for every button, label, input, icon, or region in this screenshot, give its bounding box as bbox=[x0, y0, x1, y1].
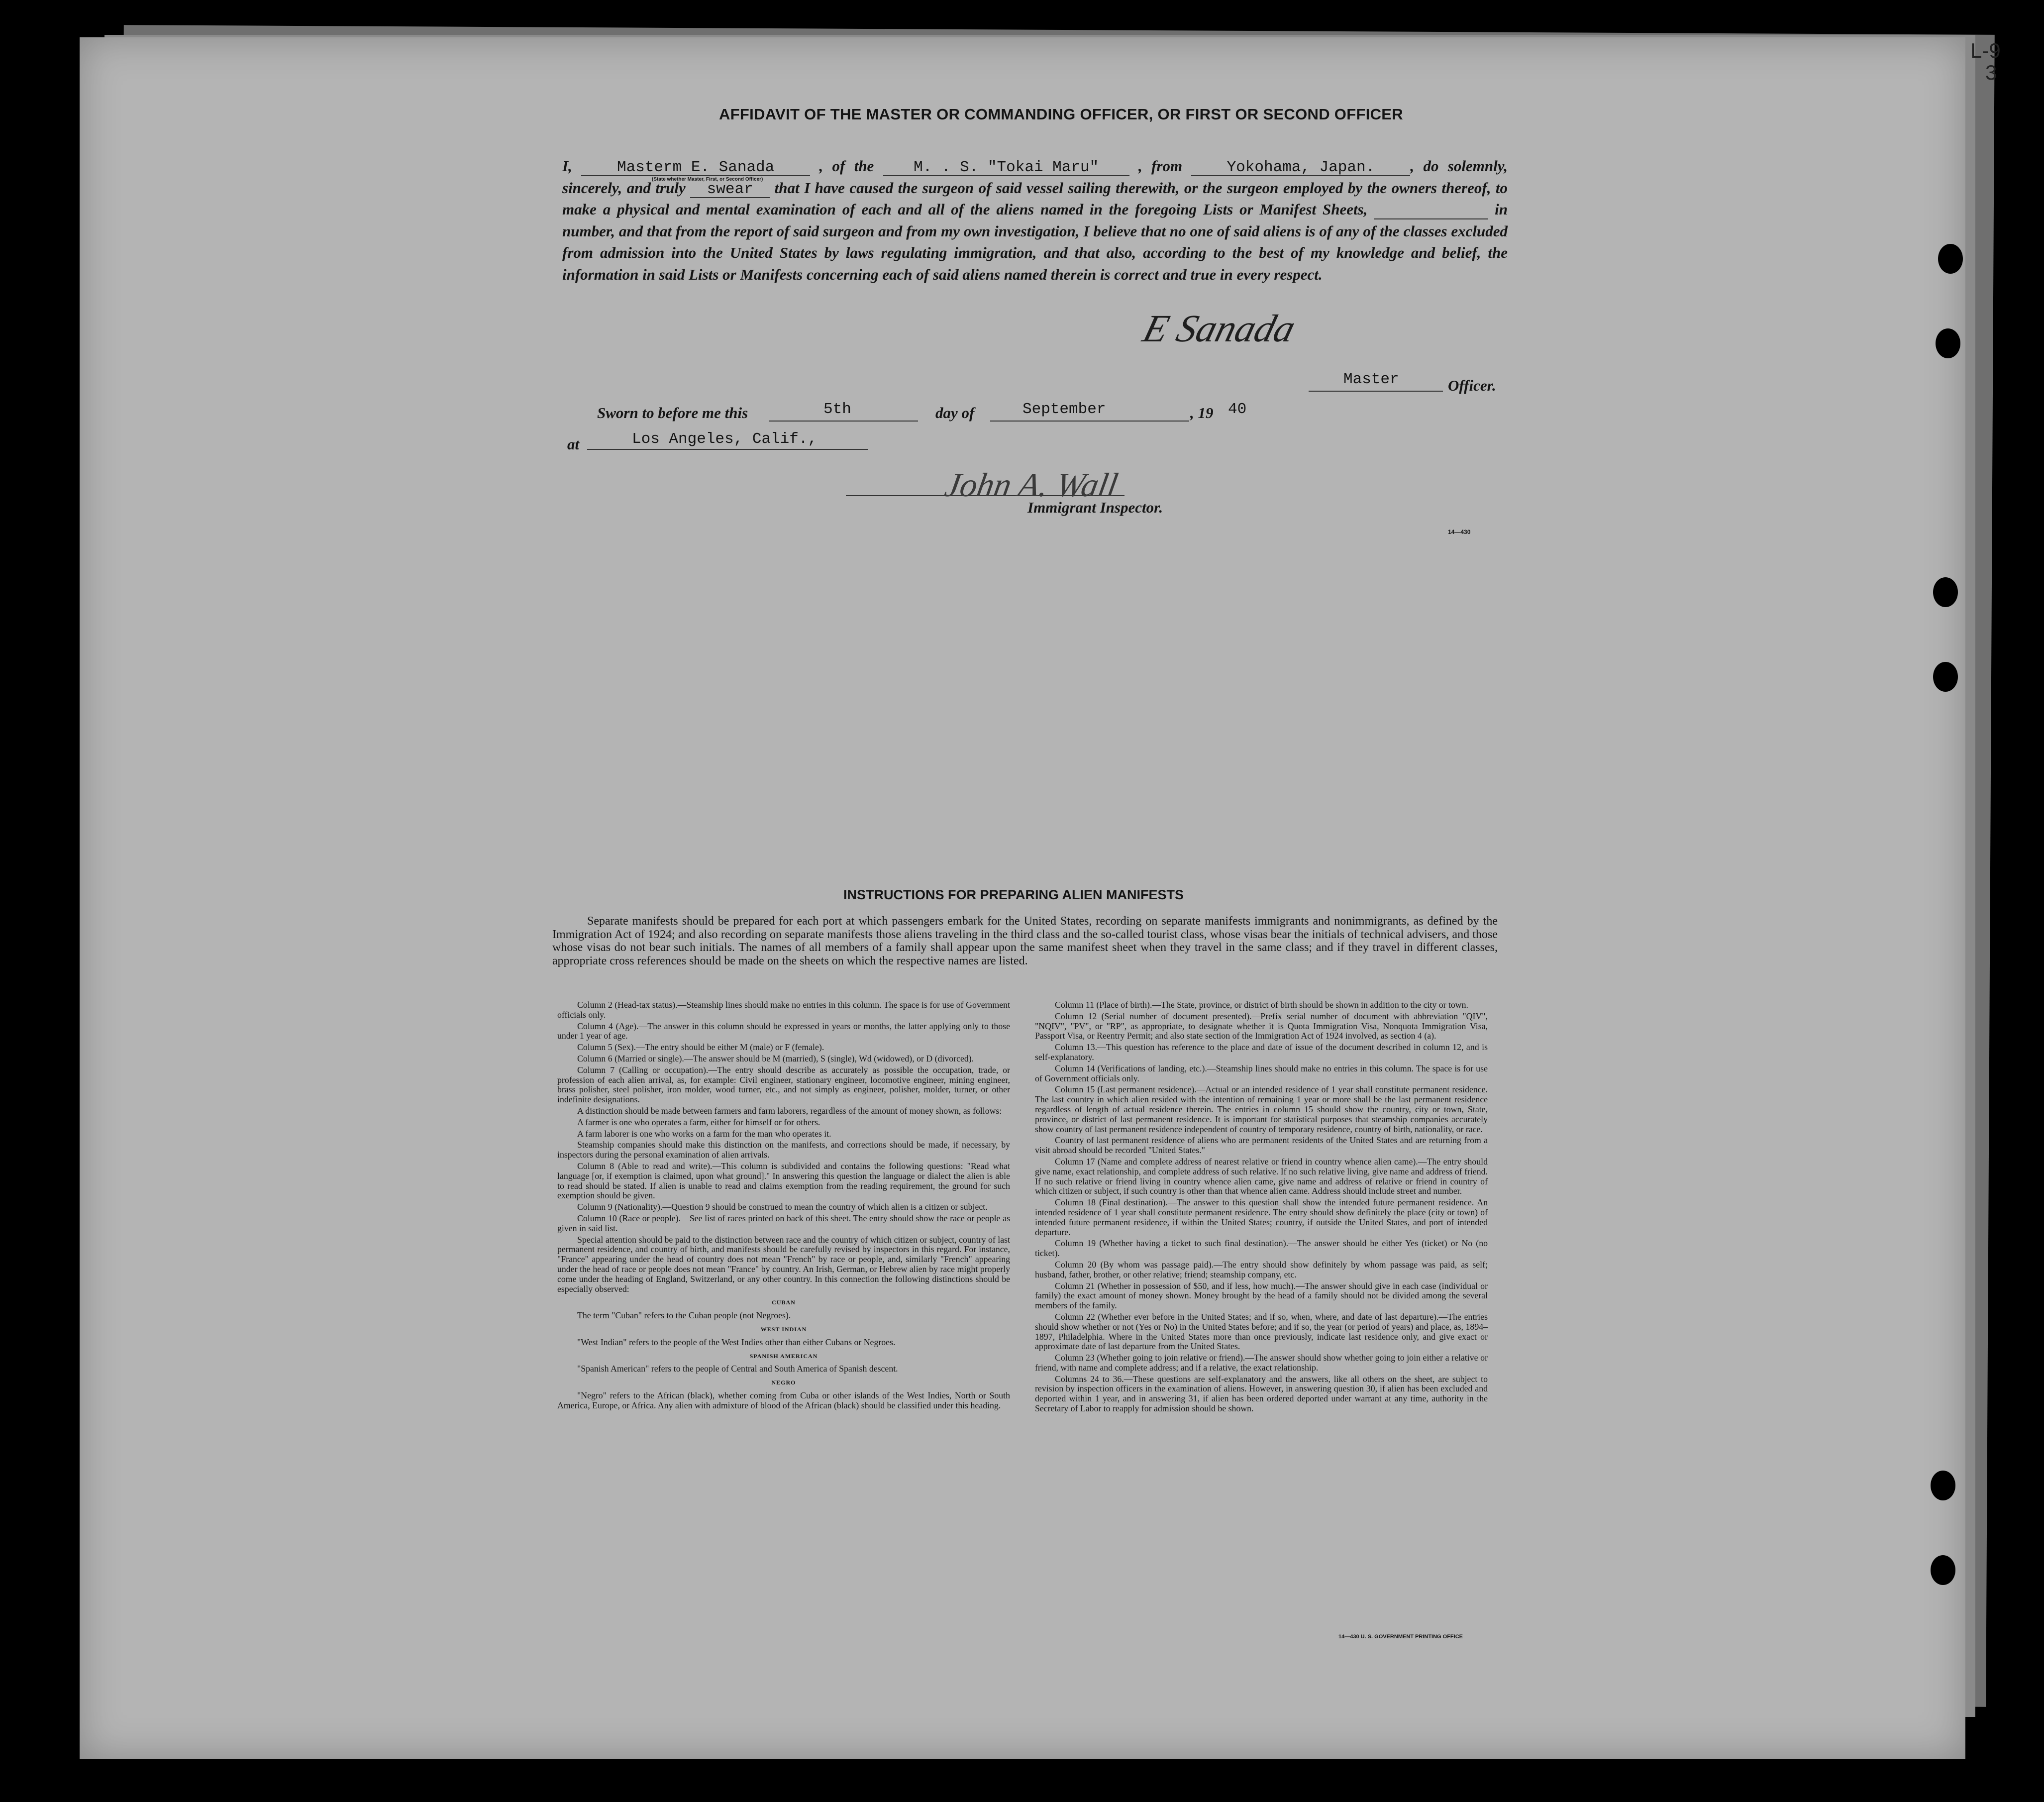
instruction-paragraph: Column 9 (Nationality).—Question 9 should be construed to mean the country of which alien is a citizen or subject. bbox=[577, 1202, 988, 1212]
instruction-paragraph: Column 20 (By whom was passage paid).—The entry should show definitely by whom passage was paid, as self; husband, father, brother, or other relative; friend; steamship company, etc. bbox=[1035, 1259, 1488, 1279]
instruction-paragraph: Column 5 (Sex).—The entry should be either M (male) or F (female). bbox=[577, 1042, 824, 1053]
vessel-field: M. . S. "Tokai Maru" bbox=[883, 160, 1129, 176]
binder-hole bbox=[1936, 328, 1960, 358]
instructions-title: INSTRUCTIONS FOR PREPARING ALIEN MANIFESTS bbox=[843, 887, 1184, 902]
year-prefix: , 19 bbox=[1190, 404, 1214, 422]
binder-hole bbox=[1931, 1555, 1955, 1585]
binder-hole bbox=[1938, 244, 1963, 274]
oath-field: swear bbox=[690, 182, 770, 198]
instructions-left-column bbox=[557, 1000, 1010, 1412]
instruction-paragraph: Column 4 (Age).—The answer in this column should be expressed in years or months, the latter applying only to those under 1 year of age. bbox=[557, 1021, 1010, 1041]
instruction-paragraph: Column 10 (Race or people).—See list of races printed on back of this sheet. The entry should show the race or people as given in said list. bbox=[557, 1213, 1010, 1233]
master-signature: E Sanada bbox=[1138, 307, 1300, 350]
instruction-paragraph: Column 17 (Name and complete address of nearest relative or friend in country whence alien came).—The entry should give name, exact relationship, and complete address of such relative. If no such relative living, give name and address of friend. If no such relative or friend living in country whence alien came, give name and address of relative or friend in country of which citizen or subject, if such country is other than that whence alien came. Address should include street and number. bbox=[1035, 1156, 1488, 1196]
place-line bbox=[587, 449, 868, 450]
instructions-right-column bbox=[1035, 1000, 1488, 1415]
spanish-american-heading: SPANISH AMERICAN bbox=[749, 1352, 818, 1360]
instruction-paragraph: Columns 24 to 36.—These questions are self-explanatory and the answers, like all others on the sheet, are subject to revision by inspection officers in the examination of aliens. However, in answering question 30, if alien has been excluded and deported within 1 year, and in answering 31, if alien has been ordered deported under warrant at any time, authority in the Secretary of Labor to reapply for admission should be shown. bbox=[1035, 1374, 1488, 1414]
month-line bbox=[990, 421, 1189, 422]
printing-office-footer: 14—430 U. S. GOVERNMENT PRINTING OFFICE bbox=[1338, 1634, 1463, 1640]
inspector-label: Immigrant Inspector. bbox=[1027, 499, 1163, 516]
corner-annotation: L-9 3 bbox=[1970, 39, 2001, 84]
instruction-paragraph: A farm laborer is one who works on a farm for the man who operates it. bbox=[577, 1128, 831, 1139]
instruction-paragraph: Column 13.—This question has reference to the place and date of issue of the document described in column 12, and is self-explanatory. bbox=[1035, 1042, 1488, 1062]
instruction-paragraph: Steamship companies should make this distinction on the manifests, and corrections should be made, if necessary, by inspectors during the personal examination of alien arrivals. bbox=[557, 1140, 1010, 1160]
instruction-paragraph: Column 7 (Calling or occupation).—The entry should describe as accurately as possible the occupation, trade, or profession of each alien arrival, as, for example: Civil engineer, stationary engineer, locomotive engineer, mining engineer, brass polisher, steel polisher, iron molder, wood turner, etc., and not simply as engineer, polisher, molder, turner, or other indefinite designations. bbox=[557, 1064, 1010, 1105]
at-label: at bbox=[567, 435, 580, 453]
rank-value: Master bbox=[1343, 371, 1399, 388]
instruction-paragraph: Column 8 (Able to read and write).—This column is subdivided and contains the following questions: "Read what language [or, if exemption is claimed, upon what ground]." In answering this question the language or dialect the alien is able to read should be stated. If alien is unable to read and claims exemption from the reading requirement, the ground for such exemption should be given. bbox=[557, 1161, 1010, 1201]
day-value: 5th bbox=[823, 401, 851, 418]
instruction-paragraph: A farmer is one who operates a farm, either for himself or for others. bbox=[577, 1117, 820, 1127]
instruction-paragraph: Column 19 (Whether having a ticket to such final destination).—The answer should be either Yes (ticket) or No (no ticket). bbox=[1035, 1238, 1488, 1259]
instruction-paragraph: Column 18 (Final destination).—The answer to this question shall show the intended future permanent residence. An intended residence of 1 year shall constitute permanent residence. The entry should show definitely the place (city or town) of intended future permanent residence, if within the United States; country, if outside the United States, and port of intended departure. bbox=[1035, 1197, 1488, 1237]
instruction-paragraph: Column 11 (Place of birth).—The State, province, or district of birth should be shown in addition to the city or town. bbox=[1055, 1000, 1468, 1010]
instruction-paragraph: Column 23 (Whether going to join relative or friend).—The answer should show whether going to join either a relative or friend, with name and complete address; and if a relative, the exact relationship. bbox=[1035, 1353, 1488, 1373]
place-value: Los Angeles, Calif., bbox=[632, 430, 818, 448]
instruction-paragraph: Column 14 (Verifications of landing, etc.).—Steamship lines should make no entries in this column. The space is for use of Government officials only. bbox=[1035, 1063, 1488, 1083]
day-line bbox=[769, 421, 918, 422]
form-number: 14—430 bbox=[1448, 529, 1471, 535]
sworn-label: Sworn to before me this bbox=[597, 404, 748, 422]
cuban-heading: CUBAN bbox=[772, 1299, 796, 1306]
day-of-label: day of bbox=[935, 404, 975, 422]
affidavit-title: AFFIDAVIT OF THE MASTER OR COMMANDING OFFICER, OR FIRST OR SECOND OFFICER bbox=[719, 106, 1403, 123]
west-indian-heading: WEST INDIAN bbox=[760, 1325, 807, 1333]
inspector-signature: John A. Wall bbox=[942, 466, 1121, 504]
instruction-paragraph: Column 15 (Last permanent residence).—Actual or an intended residence of 1 year shall constitute permanent residence. The last country in which alien resided with the intention of remaining 1 year or more shall be the last permanent residence regardless of length of actual residence therein. The entries in column 15 should show the country, city or town, State, province, or district of last permanent residence. It is important for statistical purposes that steamship companies accurately show country of last permanent residence independent of country of temporary residence, country of birth, nationality, or race. bbox=[1035, 1084, 1488, 1134]
instruction-paragraph: Special attention should be paid to the distinction between race and the country of which citizen or subject, country of last permanent residence, and country of birth, and manifests should be carefully revised by inspectors in this regard. For instance, "France" appearing under the head of country does not mean "French" by race or people, and, similarly "French" appearing under the head of race or people does not mean "France" by country. An Irish, German, or Hebrew alien by race might properly come under the heading of England, Switzerland, or any other country. In this connection the following distinctions should be especially observed: bbox=[557, 1234, 1010, 1294]
instruction-paragraph: Column 21 (Whether in possession of $50, and if less, how much).—The answer should give in each case (individual or family) the exact amount of money shown. Money brought by the head of a family should not be divided among the several members of the family. bbox=[1035, 1280, 1488, 1311]
instruction-paragraph: A distinction should be made between farmers and farm laborers, regardless of the amount of money shown, as follows: bbox=[577, 1105, 1002, 1116]
binder-hole bbox=[1933, 577, 1958, 607]
sheets-count-field bbox=[1374, 204, 1488, 219]
instruction-paragraph: Column 12 (Serial number of document presented).—Prefix serial number of document with abbreviation "QIV", "NQIV", "PV", or "RP", as appropriate, to designate whether it is Quota Immigration Visa, Nonquota Immigration Visa, Passport Visa, or Reentry Permit; and also state section of the Immigration Act of 1924 involved, as section 4 (a). bbox=[1035, 1011, 1488, 1041]
officer-caption: (State whether Master, First, or Second Officer) bbox=[652, 177, 763, 182]
officer-name-field: Masterm E. Sanada bbox=[581, 160, 810, 176]
binder-hole bbox=[1931, 1471, 1955, 1500]
year-value: 40 bbox=[1228, 401, 1247, 418]
instruction-paragraph: Column 6 (Married or single).—The answer should be M (married), S (single), Wd (widowed), or D (divorced). bbox=[577, 1053, 974, 1063]
instructions-intro: Separate manifests should be prepared for each port at which passengers embark for the United States, recording on separate manifests immigrants and nonimmigrants, as defined by the Immigration Act of 1924; and also recording on separate manifests those aliens traveling in the third class and the so-called tourist class, whose visas bear the initials of technical advisers, and those whose visas do not bear such initials. The names of all members of a family shall appear upon the same manifest sheet when they travel in the same class; and if they travel in different classes, appropriate cross references should be made on the sheets on which the respective names are listed. bbox=[552, 915, 1498, 967]
negro-text: "Negro" refers to the African (black), whether coming from Cuba or other islands of the West Indies, North or South America, Europe, or Africa. Any alien with admixture of blood of the African (black) should be classified under this heading. bbox=[557, 1390, 1010, 1410]
rank-line bbox=[1309, 391, 1443, 392]
port-field: Yokohama, Japan. bbox=[1191, 160, 1410, 176]
instruction-paragraph: Column 2 (Head-tax status).—Steamship lines should make no entries in this column. The space is for use of Government officials only. bbox=[557, 1000, 1010, 1020]
affidavit-text: I, Masterm E. Sanada , of the M. . S. "Tokai Maru" , from Yokohama, Japan. , do solemnly, sincerely, and truly swear that I have caused the surgeon of said vessel sailing therewith, or the surgeon employed by the owners thereof, to make a physical and mental examination of each and all of the aliens named in the foregoing Lists or Manifest Sheets, in number, and that from the report of said surgeon and from my own investigation, I believe that no one of said aliens is of any of the classes excluded from admission into the United States by laws regulating immigration, and that also, according to the best of my knowledge and belief, the information in said Lists or Manifests concerning each of said aliens named therein is correct and true in every respect. bbox=[562, 157, 1508, 283]
negro-heading: NEGRO bbox=[771, 1379, 796, 1386]
west-indian-text: "West Indian" refers to the people of the West Indies other than either Cubans or Negroes. bbox=[577, 1337, 896, 1347]
cuban-text: The term "Cuban" refers to the Cuban people (not Negroes). bbox=[577, 1310, 791, 1321]
instruction-paragraph: Column 22 (Whether ever before in the United States; and if so, when, where, and date of last departure).—The entries should show whether or not (Yes or No) in the United States before; and if so, the year (or period of years) and place, as, 1894–1897, Philadelphia. Where in the United States more than once previously, indicate last residence only, and give exact or approximate date of last departure from the United States. bbox=[1035, 1311, 1488, 1352]
month-value: September bbox=[1022, 401, 1106, 418]
officer-label: Officer. bbox=[1448, 377, 1496, 394]
spanish-american-text: "Spanish American" refers to the people of Central and South America of Spanish descent. bbox=[577, 1364, 898, 1374]
binder-hole bbox=[1933, 662, 1958, 692]
instruction-paragraph: Country of last permanent residence of aliens who are permanent residents of the United States and are returning from a visit abroad should be recorded "United States." bbox=[1035, 1135, 1488, 1156]
